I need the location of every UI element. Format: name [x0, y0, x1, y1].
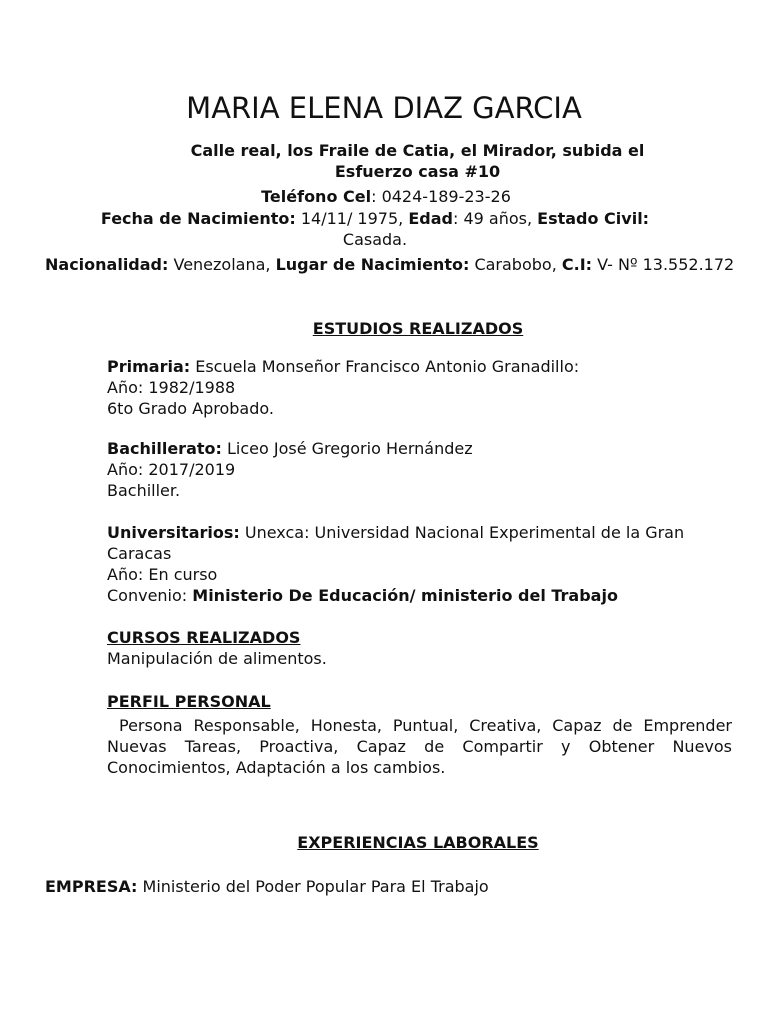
nationality-label: Nacionalidad:: [45, 255, 169, 274]
age-value: : 49 años,: [452, 209, 533, 228]
experience-title: EXPERIENCIAS LABORALES: [297, 833, 539, 852]
age-label: Edad: [408, 209, 453, 228]
phone-label: Teléfono Cel: [261, 187, 372, 206]
agreement-value: Ministerio De Educación/ ministerio del Trabajo: [192, 586, 618, 605]
civil-status-label: Estado Civil:: [537, 209, 650, 228]
phone-value: : 0424-189-23-26: [371, 187, 511, 206]
profile-section: [107, 691, 732, 778]
birth-date-value: 14/11/ 1975,: [295, 209, 404, 228]
civil-status-value: Casada.: [342, 230, 408, 249]
ci-label: C.I:: [561, 255, 593, 274]
courses-title: CURSOS REALIZADOS: [107, 628, 301, 647]
profile-text: Persona Responsable, Honesta, Puntual, Creativa, Capaz de Emprender Nuevas Tareas, Proactiva, Capaz de Compartir y Obtener Nuevos Conocimientos, Adaptación a los cambios.: [107, 716, 732, 777]
birth-line: [40, 208, 710, 250]
secondary-school: Liceo José Gregorio Hernández: [221, 439, 473, 458]
birth-date-label: Fecha de Nacimiento:: [100, 209, 296, 228]
primary-label: Primaria:: [107, 357, 191, 376]
secondary-result: Bachiller.: [107, 481, 181, 500]
nationality-value: Venezolana,: [168, 255, 271, 274]
candidate-name: MARIA ELENA DIAZ GARCIA: [186, 91, 582, 125]
courses-text: Manipulación de alimentos.: [107, 649, 327, 668]
company-label: EMPRESA:: [45, 877, 138, 896]
profile-title: PERFIL PERSONAL: [107, 692, 271, 711]
primary-result: 6to Grado Aprobado.: [107, 399, 274, 418]
secondary-label: Bachillerato:: [107, 439, 222, 458]
ci-value: V- Nº 13.552.172: [592, 255, 735, 274]
secondary-education: [107, 438, 732, 501]
address: Calle real, los Fraile de Catia, el Mirador, subida el Esfuerzo casa #10: [190, 141, 645, 181]
agreement-label: Convenio:: [107, 586, 193, 605]
studies-title: ESTUDIOS REALIZADOS: [312, 319, 524, 338]
primary-education: [107, 356, 732, 419]
birthplace-value: Carabobo,: [469, 255, 557, 274]
primary-year: Año: 1982/1988: [107, 378, 236, 397]
university-school: Unexca: Universidad Nacional Experimental de la Gran Caracas: [107, 523, 685, 563]
secondary-year: Año: 2017/2019: [107, 460, 236, 479]
primary-school: Escuela Monseñor Francisco Antonio Granadillo:: [190, 357, 580, 376]
phone-line: [0, 186, 768, 207]
company-line: [45, 876, 735, 897]
university-year: Año: En curso: [107, 565, 218, 584]
nationality-line: [45, 254, 735, 275]
company-value: Ministerio del Poder Popular Para El Trabajo: [137, 877, 489, 896]
birthplace-label: Lugar de Nacimiento:: [275, 255, 470, 274]
courses-section: [107, 627, 732, 669]
university-label: Universitarios:: [107, 523, 240, 542]
university-education: [107, 522, 732, 606]
